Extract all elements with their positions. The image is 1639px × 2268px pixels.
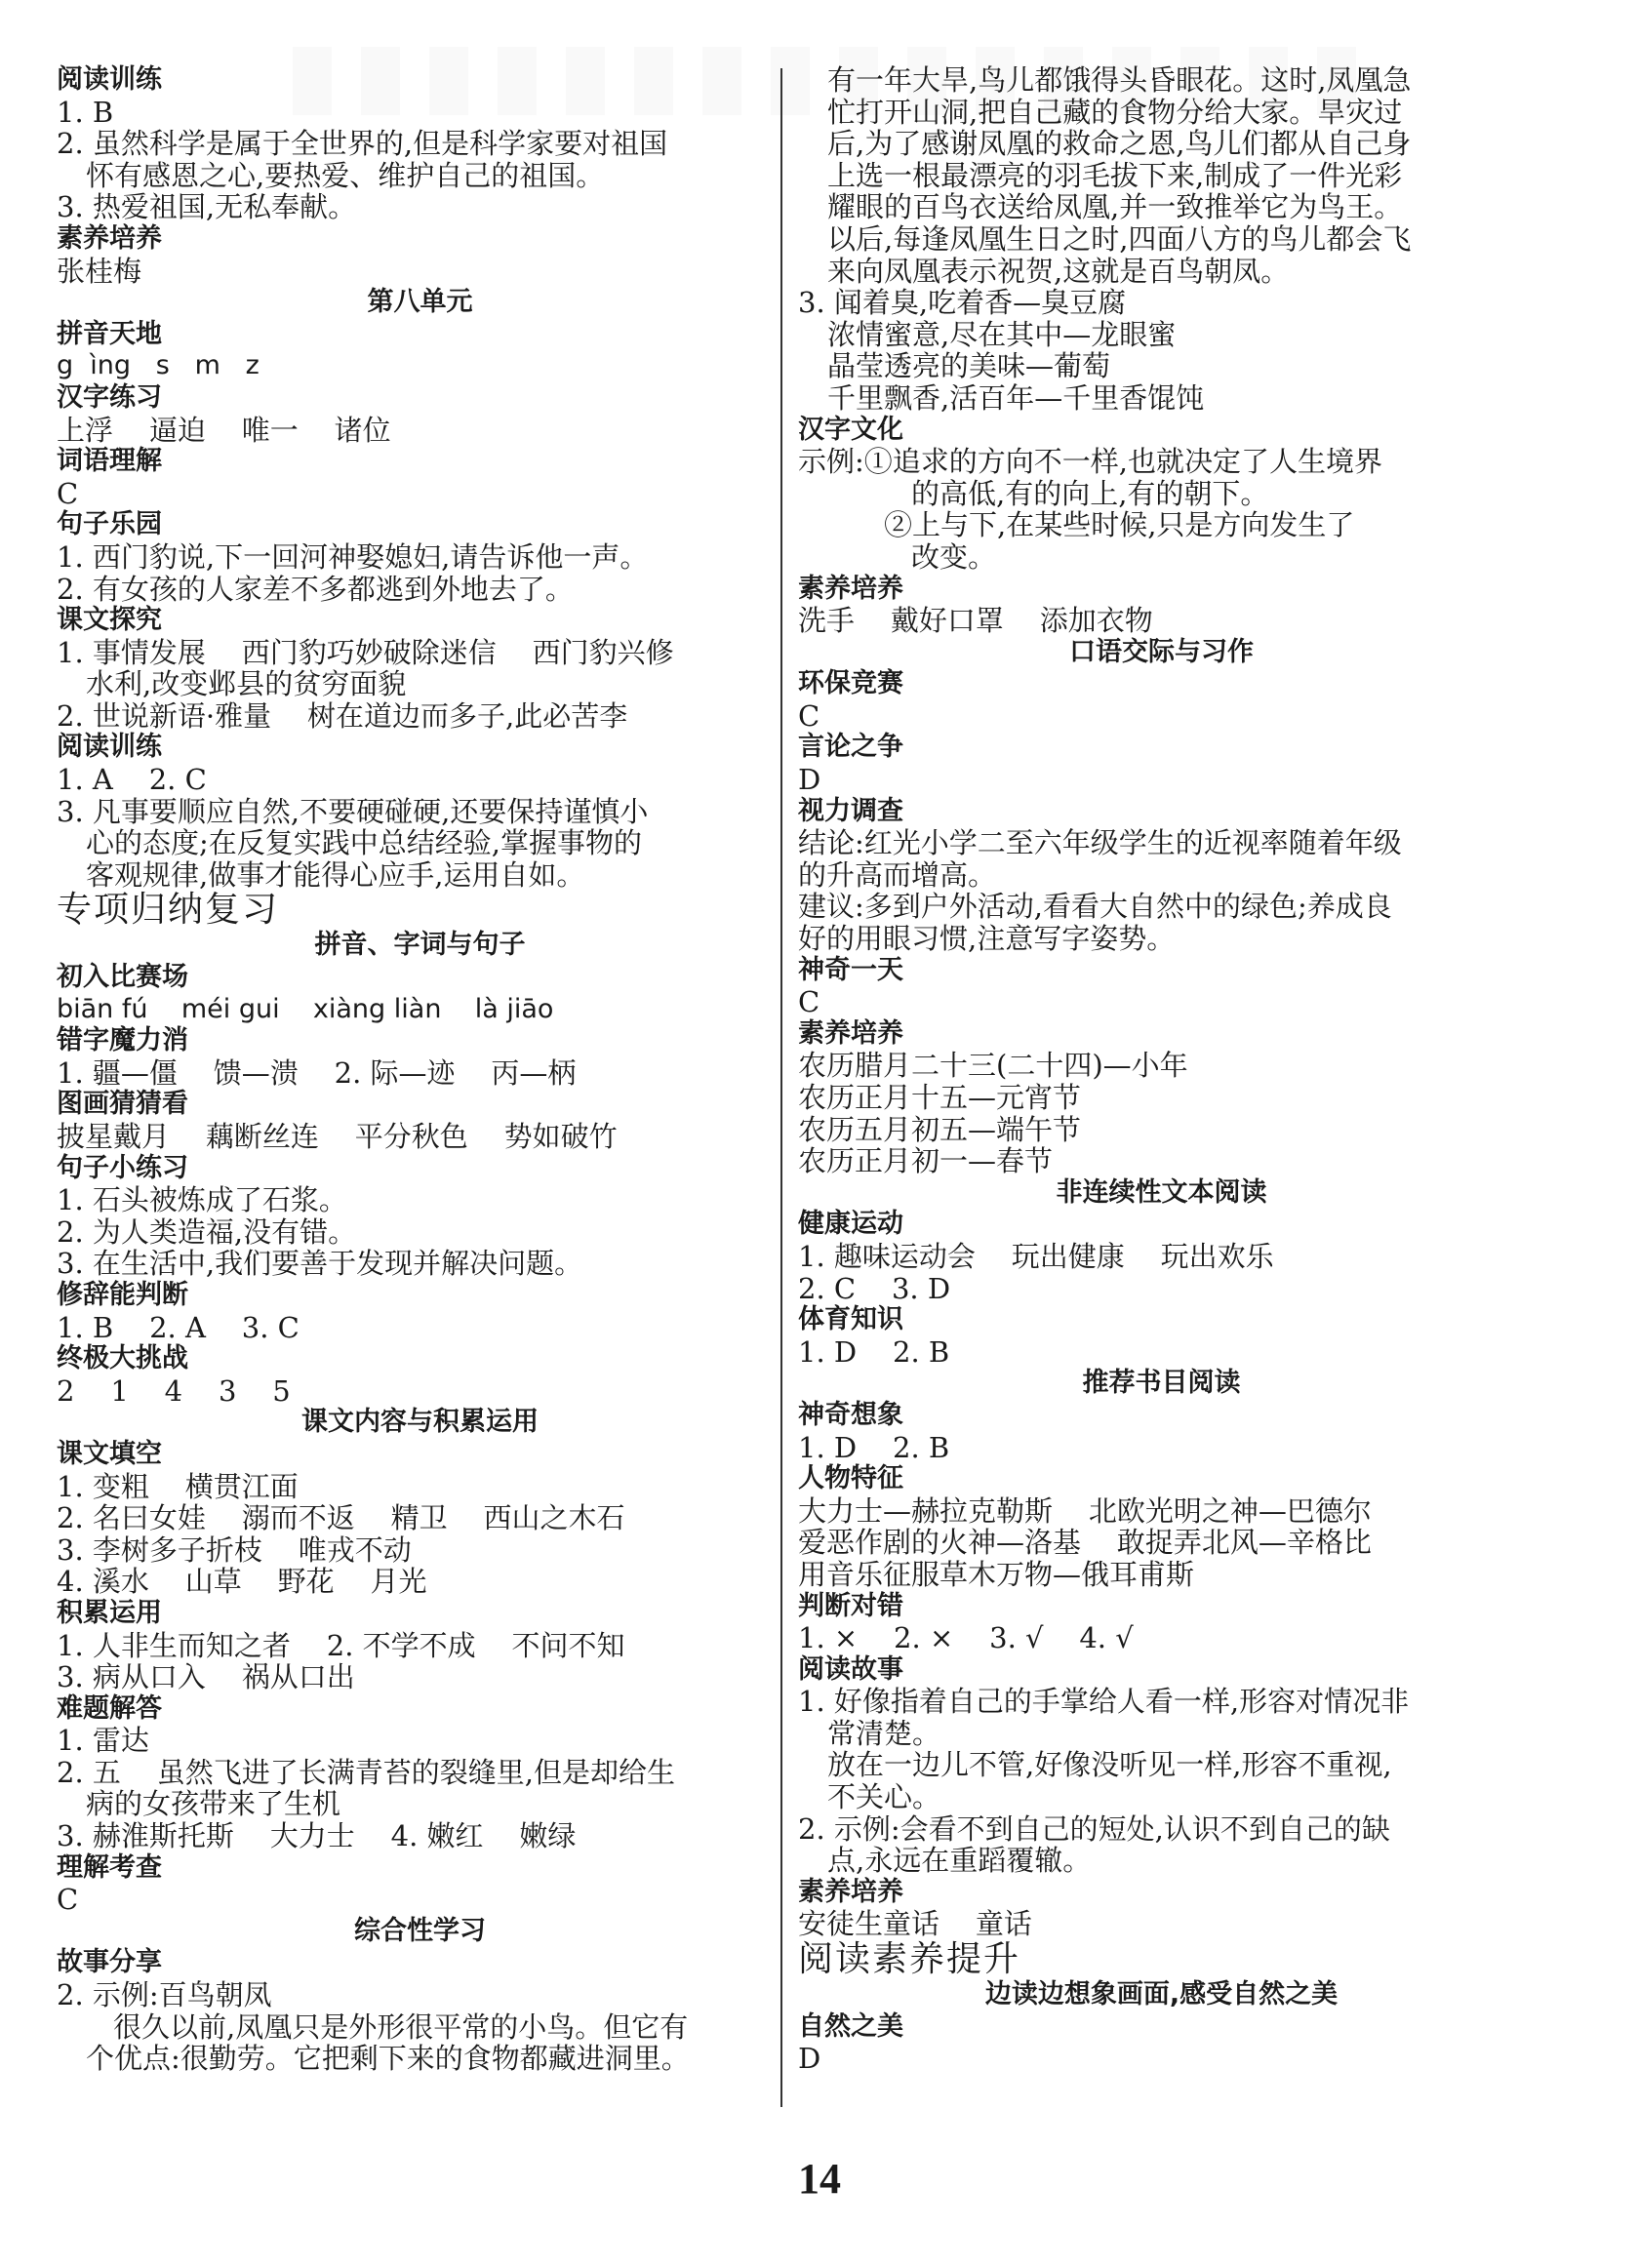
- column-divider: [780, 68, 782, 2107]
- section-heading: 环保竞赛: [798, 668, 903, 699]
- section-heading: 素养培养: [798, 1876, 903, 1907]
- section-heading: 理解考查: [57, 1851, 162, 1883]
- page-number: 14: [798, 2155, 841, 2203]
- section-heading: 自然之美: [798, 2010, 903, 2042]
- answer-line: C: [798, 985, 820, 1019]
- answer-line: 不关心。: [827, 1780, 941, 1814]
- section-heading: 汉字文化: [798, 414, 903, 445]
- answer-line: C: [798, 698, 820, 733]
- answer-line: 3. 凡事要顺应自然,不要硬碰硬,还要保持谨慎小: [57, 794, 649, 828]
- answer-line: 2. 名曰女娃 溺而不返 精卫 西山之木石: [57, 1501, 625, 1535]
- section-heading: 修辞能判断: [57, 1279, 188, 1310]
- answer-line: 耀眼的百鸟衣送给凤凰,并一致推举它为鸟王。: [827, 190, 1403, 224]
- unit-title: 非连续性文本阅读: [1056, 1176, 1267, 1208]
- answer-line: 心的态度;在反复实践中总结经验,掌握事物的: [86, 826, 642, 860]
- answer-line: 的升高而增高。: [798, 857, 997, 892]
- answer-line: biān fú méi gui xiàng liàn là jiāo: [57, 993, 554, 1024]
- answer-line: 有一年大旱,鸟儿都饿得头昏眼花。这时,凤凰急: [827, 63, 1412, 97]
- unit-title: 第八单元: [367, 287, 473, 318]
- section-heading: 素养培养: [57, 222, 162, 254]
- section-heading: 句子小练习: [57, 1152, 188, 1183]
- answer-line: D: [798, 2042, 821, 2076]
- section-heading: 人物特征: [798, 1463, 903, 1494]
- unit-title: 拼音、字词与句子: [314, 930, 526, 961]
- section-heading: 阅读故事: [798, 1653, 903, 1685]
- answer-line: 大力士—赫拉克勒斯 北欧光明之神—巴德尔: [798, 1493, 1372, 1528]
- answer-line: 2 1 4 3 5: [57, 1373, 291, 1408]
- section-heading: 视力调查: [798, 795, 903, 826]
- answer-line: 1. B 2. A 3. C: [57, 1310, 300, 1344]
- answer-line: 1. 石头被炼成了石浆。: [57, 1183, 347, 1217]
- answer-line: 1. 事情发展 西门豹巧妙破除迷信 西门豹兴修: [57, 635, 674, 669]
- answer-line: 2. C 3. D: [798, 1271, 951, 1305]
- answer-line: 1. D 2. B: [798, 1334, 950, 1369]
- section-heading: 词语理解: [57, 446, 162, 477]
- answer-line: 安徒生童话 童话: [798, 1907, 1032, 1941]
- answer-line: 点,永远在重蹈覆辙。: [827, 1844, 1092, 1878]
- section-heading: 神奇想象: [798, 1399, 903, 1430]
- left-column: [57, 64, 783, 2075]
- answer-line: 2. 虽然科学是属于全世界的,但是科学家要对祖国: [57, 127, 668, 161]
- answer-line: 2. 示例:会看不到自己的短处,认识不到自己的缺: [798, 1811, 1390, 1846]
- section-heading: 素养培养: [798, 573, 903, 604]
- answer-line: 3. 病从口入 祸从口出: [57, 1660, 355, 1694]
- answer-line: 2. 示例:百鸟朝凤: [57, 1978, 272, 2012]
- answer-line: C: [57, 476, 79, 510]
- answer-line: 3. 闻着臭,吃着香—臭豆腐: [798, 286, 1127, 320]
- right-column: [798, 64, 1525, 2075]
- answer-line: 1. × 2. × 3. √ 4. √: [798, 1621, 1134, 1655]
- section-heading: 初入比赛场: [57, 962, 188, 993]
- answer-line: 建议:多到户外活动,看看大自然中的绿色;养成良: [798, 890, 1392, 924]
- answer-line: 常清楚。: [827, 1716, 941, 1750]
- answer-line: 1. 人非生而知之者 2. 不学不成 不问不知: [57, 1628, 625, 1662]
- answer-line: 结论:红光小学二至六年级学生的近视率随着年级: [798, 826, 1402, 860]
- answer-line: 浓情蜜意,尽在其中—龙眼蜜: [827, 317, 1177, 351]
- answer-line: 1. A 2. C: [57, 763, 207, 797]
- section-heading: 体育知识: [798, 1304, 903, 1335]
- section-heading: 难题解答: [57, 1692, 162, 1724]
- answer-line: 2. 为人类造福,没有错。: [57, 1214, 357, 1249]
- answer-line: 农历腊月二十三(二十四)—小年: [798, 1049, 1188, 1083]
- answer-line: 3. 在生活中,我们要善于发现并解决问题。: [57, 1247, 583, 1281]
- answer-line: D: [798, 763, 821, 797]
- unit-title: 推荐书目阅读: [1082, 1368, 1241, 1399]
- answer-line: 水利,改变邺县的贫穷面貌: [86, 667, 407, 701]
- unit-title: 口语交际与习作: [1069, 636, 1254, 667]
- answer-line: 爱恶作剧的火神—洛基 敢捉弄北风—辛格比: [798, 1526, 1372, 1560]
- answer-line: 1. 变粗 横贯江面: [57, 1469, 299, 1503]
- section-heading: 汉字练习: [57, 381, 162, 413]
- section-heading: 神奇一天: [798, 954, 903, 985]
- answer-line: 好的用眼习惯,注意写字姿势。: [798, 922, 1176, 956]
- answer-line: 用音乐征服草木万物—俄耳甫斯: [798, 1557, 1195, 1591]
- section-heading: 阅读训练: [57, 732, 162, 763]
- answer-line: 病的女孩带来了生机: [86, 1787, 341, 1821]
- section-heading: 错字魔力消: [57, 1025, 188, 1056]
- answer-line: 千里飘香,活百年—千里香馄饨: [827, 380, 1205, 415]
- answer-line: 的高低,有的向上,有的朝下。: [911, 476, 1269, 510]
- section-heading: 健康运动: [798, 1209, 903, 1240]
- answer-line: 客观规律,做事才能得心应手,运用自如。: [86, 857, 585, 892]
- answer-line: 披星戴月 藕断丝连 平分秋色 势如破竹: [57, 1120, 618, 1153]
- answer-line: 4. 溪水 山草 野花 月光: [57, 1565, 427, 1599]
- unit-title: 边读边想象画面,感受自然之美: [984, 1979, 1339, 2010]
- answer-line: 1. 好像指着自己的手掌给人看一样,形容对情况非: [798, 1685, 1410, 1719]
- chapter-title: 专项归纳复习: [57, 890, 280, 931]
- answer-line: 2. 有女孩的人家差不多都逃到外地去了。: [57, 572, 574, 606]
- answer-line: 2. 五 虽然飞进了长满青苔的裂缝里,但是却给生: [57, 1755, 675, 1789]
- answer-line: 3. 热爱祖国,无私奉献。: [57, 190, 357, 224]
- section-heading: 故事分享: [57, 1947, 162, 1978]
- answer-line: 农历正月十五—元宵节: [798, 1081, 1082, 1114]
- answer-line: 农历正月初一—春节: [798, 1144, 1054, 1178]
- section-heading: 终极大挑战: [57, 1343, 188, 1374]
- section-heading: 积累运用: [57, 1597, 162, 1628]
- section-heading: 判断对错: [798, 1590, 903, 1621]
- answer-line: 来向凤凰表示祝贺,这就是百鸟朝凤。: [827, 254, 1290, 288]
- section-heading: 拼音天地: [57, 318, 162, 349]
- answer-line: 2. 世说新语·雅量 树在道边而多子,此必苦李: [57, 698, 628, 733]
- section-heading: 言论之争: [798, 732, 903, 763]
- answer-line: 1. 疆—僵 馈—溃 2. 际—迹 丙—柄: [57, 1055, 577, 1090]
- unit-title: 综合性学习: [354, 1915, 486, 1946]
- answer-line: 示例:①追求的方向不一样,也就决定了人生境界: [798, 445, 1382, 479]
- answer-line: 1. 西门豹说,下一回河神娶媳妇,请告诉他一声。: [57, 539, 649, 574]
- unit-title: 课文内容与积累运用: [301, 1407, 539, 1438]
- section-heading: 课文填空: [57, 1438, 162, 1469]
- answer-line: C: [57, 1883, 79, 1917]
- answer-line: 张桂梅: [57, 254, 142, 288]
- answer-line: g ìng s m z: [57, 350, 260, 381]
- answer-line: 很久以前,凤凰只是外形很平常的小鸟。但它有: [113, 2009, 689, 2044]
- answer-line: 1. D 2. B: [798, 1430, 950, 1464]
- section-heading: 阅读训练: [57, 64, 162, 95]
- answer-line: 个优点:很勤劳。它把剩下来的食物都藏进洞里。: [86, 2042, 690, 2076]
- section-heading: 句子乐园: [57, 509, 162, 540]
- chapter-title: 阅读素养提升: [798, 1939, 1021, 1980]
- answer-line: 后,为了感谢凤凰的救命之恩,鸟儿们都从自己身: [827, 127, 1412, 161]
- section-heading: 课文探究: [57, 605, 162, 636]
- answer-line: 上选一根最漂亮的羽毛拔下来,制成了一件光彩: [827, 158, 1403, 192]
- answer-line: 1. B: [57, 95, 114, 129]
- section-heading: 素养培养: [798, 1017, 903, 1049]
- answer-line: 忙打开山洞,把自己藏的食物分给大家。旱灾过: [827, 95, 1403, 129]
- answer-line: 3. 李树多子折枝 唯戎不动: [57, 1532, 412, 1567]
- section-heading: 图画猜猜看: [57, 1089, 188, 1120]
- answer-line: 1. 雷达: [57, 1724, 149, 1758]
- answer-line: 晶莹透亮的美味—葡萄: [827, 349, 1111, 383]
- answer-line: 1. 趣味运动会 玩出健康 玩出欢乐: [798, 1239, 1274, 1273]
- answer-line: 怀有感恩之心,要热爱、维护自己的祖国。: [86, 158, 605, 192]
- answer-line: ②上与下,在某些时候,只是方向发生了: [884, 508, 1355, 542]
- answer-line: 改变。: [911, 539, 997, 574]
- answer-line: 放在一边儿不管,好像没听见一样,形容不重视,: [827, 1748, 1392, 1782]
- answer-line: 洗手 戴好口罩 添加衣物: [798, 604, 1153, 638]
- answer-line: 上浮 逼迫 唯一 诸位: [57, 413, 391, 447]
- answer-line: 农历五月初五—端午节: [798, 1112, 1082, 1146]
- answer-line: 3. 赫淮斯托斯 大力士 4. 嫩红 嫩绿: [57, 1819, 577, 1853]
- answer-line: 以后,每逢凤凰生日之时,四面八方的鸟儿都会飞: [827, 221, 1412, 256]
